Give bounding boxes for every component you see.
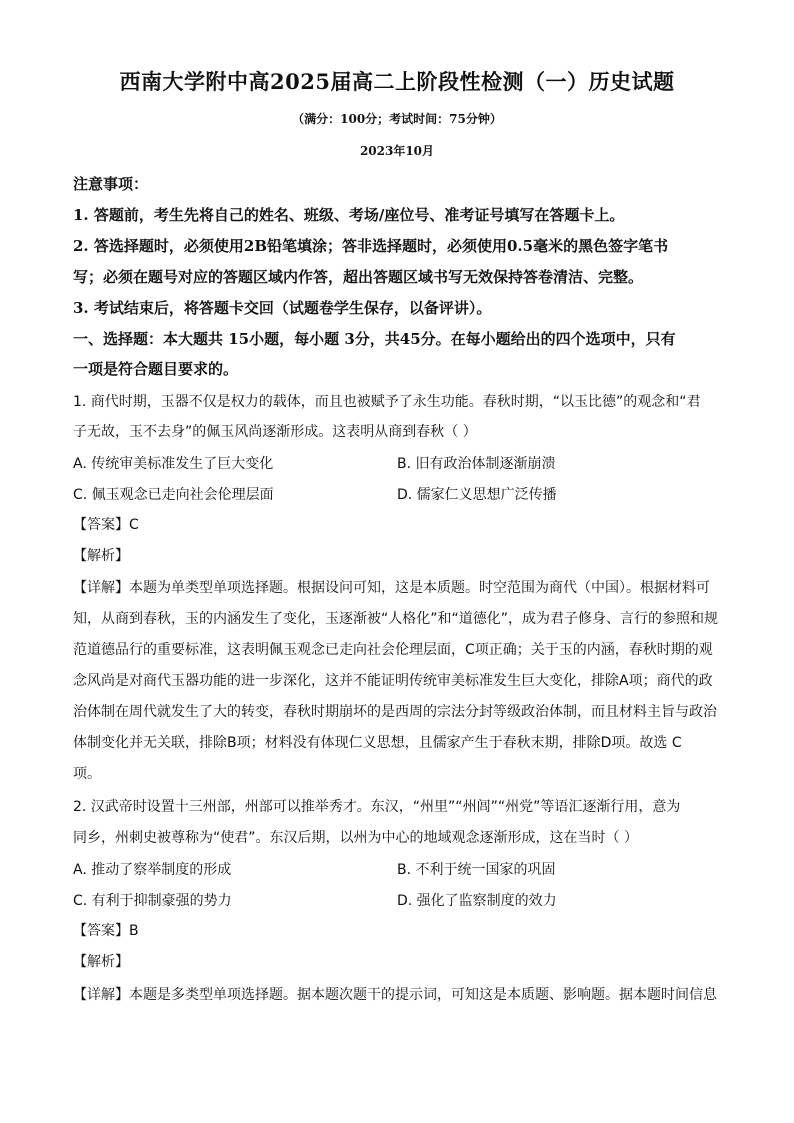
q1-answer-value: C xyxy=(129,517,139,533)
q2-option-b: B. 不利于统一国家的巩固 xyxy=(397,862,556,878)
exam-date: 2023年10月 xyxy=(359,144,435,158)
q2-stem-line-1: 2. 汉武帝时设置十三州部，州部可以推举秀才。东汉，“州里”“州闾”“州党”等语汇逐渐行用，意为 xyxy=(73,799,681,815)
q1-detail-line-3: 范道德品行的重要标准，这表明佩玉观念已走向社会伦理层面，C项正确；关于玉的内涵，春秋时期的观 xyxy=(73,642,713,658)
q1-option-c: C. 佩玉观念已走向社会伦理层面 xyxy=(73,487,274,503)
q1-analysis-tag: 【解析】 xyxy=(73,548,129,564)
q2-detail-line-1: 【详解】本题是多类型单项选择题。据本题次题干的提示词，可知这是本质题、影响题。据本题时间信息 xyxy=(73,987,717,1003)
q1-detail-line-2: 知，从商到春秋，玉的内涵发生了变化，玉逐渐被“人格化”和“道德化”，成为君子修身、言行的参照和规 xyxy=(73,611,719,627)
q1-option-a: A. 传统审美标准发生了巨大变化 xyxy=(73,456,274,472)
q1-detail-line-1: 【详解】本题为单类型单项选择题。根据设问可知，这是本质题。时空范围为商代（中国）。根据材料可 xyxy=(73,580,710,596)
section-heading-line-2: 一项是符合题目要求的。 xyxy=(73,360,239,378)
q1-detail-line-5: 治体制在周代就发生了大的转变，春秋时期崩坏的是西周的宗法分封等级政治体制，而且材料主旨与政治 xyxy=(73,704,717,720)
q2-answer-row xyxy=(73,920,723,940)
q1-detail-line-4: 念风尚是对商代玉器功能的进一步深化，这并不能证明传统审美标准发生巨大变化，排除A项；商代的政 xyxy=(73,673,713,689)
q2-analysis-tag: 【解析】 xyxy=(73,954,129,970)
notes-item-2-line-2: 写；必须在题号对应的答题区域内作答，超出答题区域书写无效保持答卷清洁、完整。 xyxy=(73,268,644,286)
notes-heading: 注意事项： xyxy=(73,175,149,193)
notes-item-3: 3. 考试结束后，将答题卡交回（试题卷学生保存，以备评讲）。 xyxy=(73,299,492,317)
q2-answer-tag: 【答案】 xyxy=(73,923,129,939)
q2-option-c: C. 有利于抑制豪强的势力 xyxy=(73,893,232,909)
q1-stem-line-1: 1. 商代时期，玉器不仅是权力的载体，而且也被赋予了永生功能。春秋时期，“以玉比德”的观念和“君 xyxy=(73,394,701,410)
q2-stem-line-2: 同乡，州刺史被尊称为“使君”。东汉后期，以州为中心的地域观念逐渐形成，这在当时（ ） xyxy=(73,830,638,846)
q1-option-d: D. 儒家仁义思想广泛传播 xyxy=(397,487,557,503)
q2-option-d: D. 强化了监察制度的效力 xyxy=(397,893,557,909)
q1-answer-tag: 【答案】 xyxy=(73,517,129,533)
q1-option-b: B. 旧有政治体制逐渐崩溃 xyxy=(397,456,556,472)
q2-option-a: A. 推动了察举制度的形成 xyxy=(73,862,232,878)
page-title: 西南大学附中高2025届高二上阶段性检测（一）历史试题 xyxy=(119,69,675,94)
q2-answer-value: B xyxy=(129,923,139,939)
q1-detail-line-6: 体制变化并无关联，排除B项；材料没有体现仁义思想，且儒家产生于春秋末期，排除D项。故选 C xyxy=(73,735,682,751)
section-heading-line-1: 一、选择题：本大题共 15小题，每小题 3分，共45分。在每小题给出的四个选项中，只有 xyxy=(73,330,676,348)
q1-detail-line-7: 项。 xyxy=(73,766,101,782)
notes-item-2-line-1: 2. 答选择题时，必须使用2B铅笔填涂；答非选择题时，必须使用0.5毫米的黑色签字笔书 xyxy=(73,237,669,255)
q1-answer-row xyxy=(73,514,723,534)
notes-item-1: 1. 答题前，考生先将自己的姓名、班级、考场/座位号、准考证号填写在答题卡上。 xyxy=(73,206,625,224)
score-time-info: （满分：100分；考试时间：75分钟） xyxy=(292,112,502,126)
q1-stem-line-2: 子无故，玉不去身”的佩玉风尚逐渐形成。这表明从商到春秋（ ） xyxy=(73,424,477,440)
